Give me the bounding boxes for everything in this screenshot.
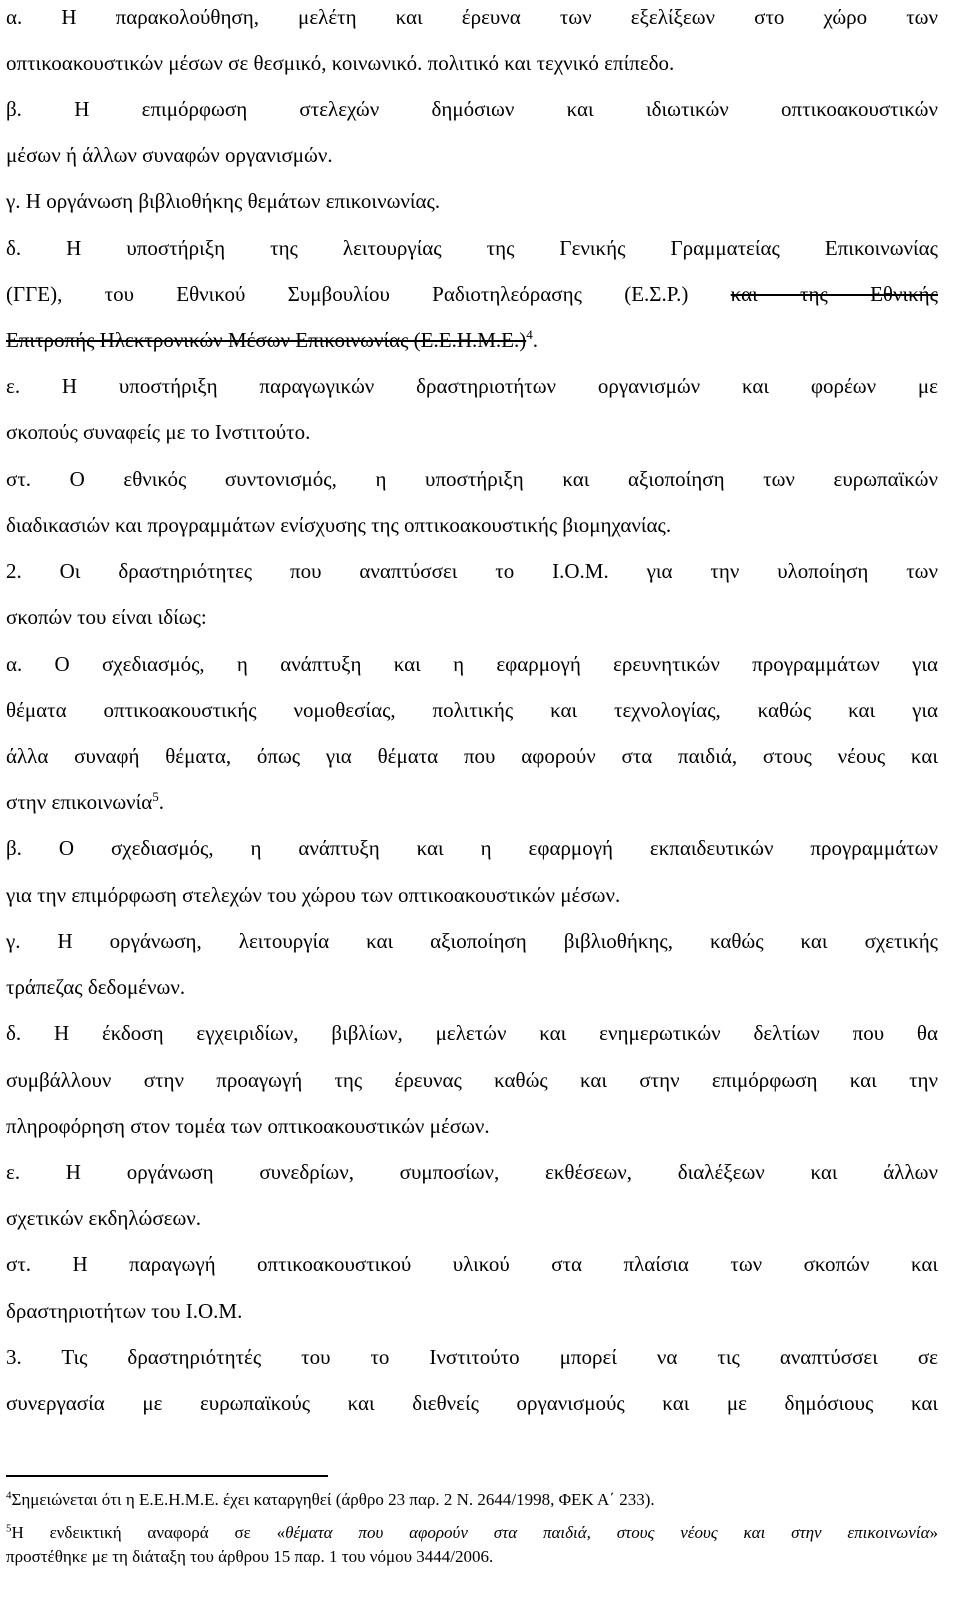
text-line-28: στ. Η παραγωγή οπτικοακουστικού υλικού στα πλαίσια των σκοπών και xyxy=(6,1252,938,1276)
text-line-21: γ. Η οργάνωση, λειτουργία και αξιοποίηση βιβλιοθήκης, καθώς και σχετικής xyxy=(6,929,938,953)
text-line-4: μέσων ή άλλων συναφών οργανισμών. xyxy=(6,143,333,167)
text-line-7: (ΓΓΕ), του Εθνικού Συμβουλίου Ραδιοτηλεόρασης (Ε.Σ.Ρ.) και της Εθνικής xyxy=(6,282,938,306)
text-line-26: ε. Η οργάνωση συνεδρίων, συμποσίων, εκθέσεων, διαλέξεων και άλλων xyxy=(6,1160,938,1184)
text-line-15: α. Ο σχεδιασμός, η ανάπτυξη και η εφαρμογή ερευνητικών προγραμμάτων για xyxy=(6,652,938,676)
text-line-23: δ. Η έκδοση εγχειριδίων, βιβλίων, μελετών και ενημερωτικών δελτίων που θα xyxy=(6,1021,938,1045)
text-line-13: 2. Οι δραστηριότητες που αναπτύσσει το Ι.Ο.Μ. για την υλοποίηση των xyxy=(6,559,938,583)
text-line-16: θέματα οπτικοακουστικής νομοθεσίας, πολιτικής και τεχνολογίας, καθώς και για xyxy=(6,698,938,722)
text-line-19: β. Ο σχεδιασμός, η ανάπτυξη και η εφαρμογή εκπαιδευτικών προγραμμάτων xyxy=(6,836,938,860)
text-line-8: Επιτροπής Ηλεκτρονικών Μέσων Επικοινωνίας $(E.E.H.M.E.)^4$. xyxy=(6,327,538,352)
text-line-6: δ. Η υποστήριξη της λειτουργίας της Γενικής Γραμματείας Επικοινωνίας xyxy=(6,236,938,260)
struck-text: και της Εθνικής xyxy=(730,282,938,306)
text-line-25: πληροφόρηση στον τομέα των οπτικοακουστικών μέσων. xyxy=(6,1114,490,1138)
text-line-31: συνεργασία με ευρωπαϊκούς και διεθνείς οργανισμούς και με δημόσιους και xyxy=(6,1391,938,1415)
footnote-4: $^4$Σημειώνεται ότι η Ε.Ε.Η.Μ.Ε. έχει καταργηθεί (άρθρο 23 παρ. 2 Ν. 2644/1998, ΦΕΚ Α΄ 233). xyxy=(6,1489,655,1509)
text-line-3: β. Η επιμόρφωση στελεχών δημόσιων και ιδιωτικών οπτικοακουστικών xyxy=(6,97,938,121)
text-line-11: στ. Ο εθνικός συντονισμός, η υποστήριξη και αξιοποίηση των ευρωπαϊκών xyxy=(6,467,938,491)
text-line-10: σκοπούς συναφείς με το Ινστιτούτο. xyxy=(6,420,311,444)
text-line-22: τράπεζας δεδομένων. xyxy=(6,975,186,999)
text-line-5: γ. Η οργάνωση βιβλιοθήκης θεμάτων επικοινωνίας. xyxy=(6,189,441,213)
footnote-separator xyxy=(6,1475,328,1477)
text-line-20: για την επιμόρφωση στελεχών του χώρου των οπτικοακουστικών μέσων. xyxy=(6,883,621,907)
footnote-5-continuation: προστέθηκε με τη διάταξη του άρθρου 15 παρ. 1 του νόμου 3444/2006. xyxy=(6,1547,494,1566)
quoted-text: θέματα που αφορούν στα παιδιά, στους νέους και στην επικοινωνία xyxy=(285,1523,930,1542)
text-line-29: δραστηριοτήτων του Ι.Ο.Μ. xyxy=(6,1299,243,1323)
struck-text: Επιτροπής Ηλεκτρονικών Μέσων Επικοινωνίας (Ε.Ε.Η.Μ.Ε.) xyxy=(6,328,527,352)
text-line-1: α. Η παρακολούθηση, μελέτη και έρευνα των εξελίξεων στο χώρο των xyxy=(6,5,938,29)
footnote-number: 5 xyxy=(6,1522,12,1535)
text-line-14: σκοπών του είναι ιδίως: xyxy=(6,605,207,629)
text-line-9: ε. Η υποστήριξη παραγωγικών δραστηριοτήτων οργανισμών και φορέων με xyxy=(6,374,938,398)
text-line-27: σχετικών εκδηλώσεων. xyxy=(6,1206,202,1230)
text-line-17: άλλα συναφή θέματα, όπως για θέματα που αφορούν στα παιδιά, στους νέους και xyxy=(6,744,938,768)
text-line-12: διαδικασιών και προγραμμάτων ενίσχυσης της οπτικοακουστικής βιομηχανίας. xyxy=(6,513,672,537)
text-line-18: στην επικοινωνία$^5$. xyxy=(6,789,165,814)
footnote-number: 4 xyxy=(6,1489,12,1502)
footnote-5: $^5$Η ενδεικτική αναφορά σε «θέματα που αφορούν στα παιδιά, στους νέους και στην επικοινωνία» xyxy=(6,1522,938,1542)
footnote-ref-4: 4 xyxy=(526,327,533,342)
footnote-ref-5: 5 xyxy=(152,789,159,804)
text-line-24: συμβάλλουν στην προαγωγή της έρευνας καθώς και στην επιμόρφωση και την xyxy=(6,1068,938,1092)
text-line-2: οπτικοακουστικών μέσων σε θεσμικό, κοινωνικό. πολιτικό και τεχνικό επίπεδο. xyxy=(6,51,675,75)
text-line-30: 3. Τις δραστηριότητές του το Ινστιτούτο μπορεί να τις αναπτύσσει σε xyxy=(6,1345,938,1369)
